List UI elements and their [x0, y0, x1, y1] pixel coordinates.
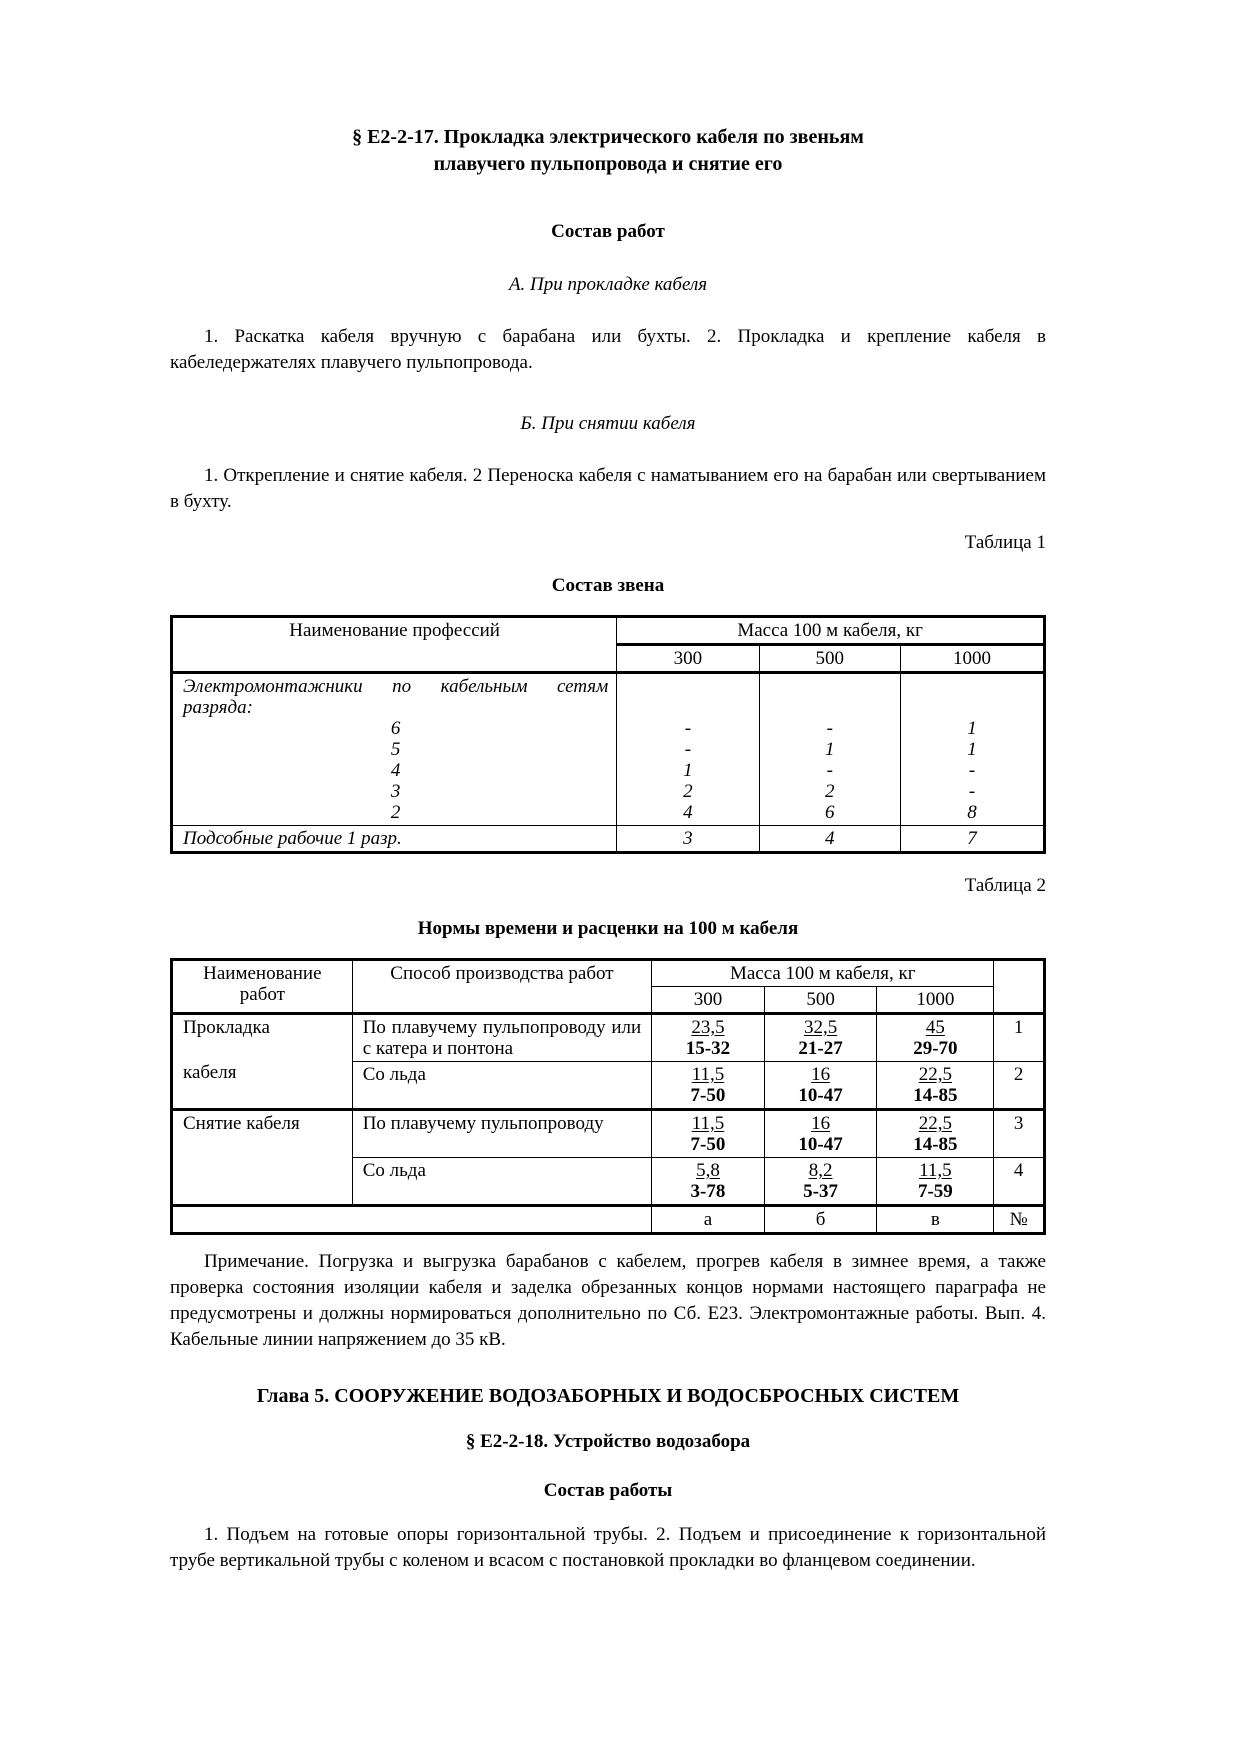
footer-letter-cell: б	[764, 1206, 877, 1234]
t2-method-header: Способ производства работ	[352, 960, 651, 1014]
helpers-label-cell: Подсобные рабочие 1 разр.	[172, 826, 617, 853]
t2-footer-row	[172, 1206, 1045, 1234]
section-a-text: 1. Раскатка кабеля вручную с барабана или бухты. 2. Прокладка и крепление кабеля в кабеледержателях плавучего пульпопровода.	[170, 326, 1046, 373]
t1-mass-header: Масса 100 м кабеля, кг	[617, 617, 1045, 645]
norm-value: 16	[811, 1064, 831, 1085]
rate-value: 14-85	[913, 1085, 958, 1106]
t1-electricians-row	[172, 673, 1045, 826]
norm-value: 11,5	[691, 1113, 725, 1134]
table-row	[172, 1014, 1045, 1062]
norm-value: 23,5	[691, 1017, 725, 1038]
section-b-text: 1. Открепление и снятие кабеля. 2 Переноска кабеля с наматыванием его на барабан или свертыванием в бухту.	[170, 465, 1046, 512]
rate-value: 21-27	[798, 1038, 843, 1059]
work-group-line: Прокладка	[183, 1017, 270, 1038]
grade-value: 4	[683, 802, 693, 823]
value-cell-500	[764, 1110, 877, 1158]
grade-value: -	[826, 760, 833, 781]
grade-value: 1	[967, 739, 977, 760]
value-cell-500	[764, 1014, 877, 1062]
spacer	[768, 676, 892, 718]
t1-col-1000-header: 1000	[900, 645, 1044, 673]
helper-value-300: 3	[617, 826, 759, 853]
norm-value: 45	[925, 1017, 945, 1038]
t1-helpers-row	[172, 826, 1045, 853]
row-number-cell: 1	[994, 1014, 1045, 1062]
note-paragraph: Примечание. Погрузка и выгрузка барабанов с кабелем, прогрев кабеля в зимнее время, а также проверка состояния изоляции кабеля и заделка обрезанных концов нормами настоящего параграфа не предусмотрены и должны нормироваться дополнительно по Сб. Е23. Электромонтажные работы. Вып. 4. Кабельные линии напряжением до 35 кВ.	[170, 1251, 1046, 1350]
t2-works-header: Наименование работ	[172, 960, 353, 1014]
paragraph-e2-2-18-heading: § Е2-2-18. Устройство водозабора	[465, 1431, 751, 1452]
t1-values-500	[759, 673, 900, 826]
grade-value: -	[684, 739, 692, 760]
footer-letter-cell: в	[877, 1206, 994, 1234]
footer-number-cell: №	[994, 1206, 1045, 1234]
t2-number-header	[994, 960, 1045, 1014]
grade-value: -	[968, 781, 976, 802]
t2-col-1000-header: 1000	[877, 987, 994, 1014]
row-number-cell: 4	[994, 1158, 1045, 1206]
section-a-heading: А. При прокладке кабеля	[508, 274, 708, 295]
t1-electricians-cell	[172, 673, 617, 826]
norm-value: 16	[811, 1113, 831, 1134]
value-cell-300	[652, 1062, 765, 1110]
helper-value-1000: 7	[900, 826, 1044, 853]
value-cell-1000	[877, 1110, 994, 1158]
rate-value: 10-47	[798, 1134, 843, 1155]
norm-value: 11,5	[691, 1064, 725, 1085]
rate-value: 7-50	[690, 1134, 726, 1155]
works-composition-heading: Состав работ	[551, 221, 665, 242]
value-cell-300	[652, 1110, 765, 1158]
method-cell: По плавучему пульпопроводу	[352, 1110, 651, 1158]
value-cell-500	[764, 1062, 877, 1110]
t1-professions-header: Наименование профессий	[172, 617, 617, 673]
grade-value: -	[684, 718, 692, 739]
work-group-removal	[172, 1110, 353, 1206]
table-row	[172, 1110, 1045, 1158]
rate-value: 3-78	[690, 1181, 726, 1202]
rate-value: 7-59	[917, 1181, 953, 1202]
table1-label: Таблица 1	[964, 532, 1046, 553]
spacer	[909, 676, 1035, 718]
grade-line: 4	[390, 760, 401, 781]
t1-values-1000	[900, 673, 1044, 826]
works-composition-heading-2: Состав работы	[543, 1480, 673, 1501]
grade-value: 6	[824, 802, 835, 823]
footer-letter-cell: а	[652, 1206, 765, 1234]
grade-value: 1	[824, 739, 835, 760]
crew-composition-table	[170, 615, 1046, 854]
work-group-line: кабеля	[183, 1062, 237, 1083]
value-cell-500	[764, 1158, 877, 1206]
work-group-line: Снятие кабеля	[183, 1113, 300, 1134]
page-title	[170, 124, 1046, 178]
value-cell-300	[652, 1158, 765, 1206]
grade-line: 6	[390, 718, 401, 739]
row-number-cell: 2	[994, 1062, 1045, 1110]
footer-empty-cell	[172, 1206, 652, 1234]
t1-values-300	[617, 673, 759, 826]
rate-value: 10-47	[798, 1085, 843, 1106]
rate-value: 15-32	[685, 1038, 731, 1059]
table2-title: Нормы времени и расценки на 100 м кабеля	[417, 918, 799, 939]
page-title-line1: § Е2-2-17. Прокладка электрического кабеля по звеньям	[352, 126, 864, 148]
norm-value: 11,5	[919, 1160, 952, 1181]
grade-value: 8	[967, 802, 977, 823]
t2-col-300-header: 300	[652, 987, 765, 1014]
t1-col-500-header: 500	[759, 645, 900, 673]
norm-value: 22,5	[918, 1064, 952, 1085]
value-cell-1000	[877, 1062, 994, 1110]
grade-value: 2	[683, 781, 693, 802]
rate-value: 7-50	[690, 1085, 726, 1106]
section-b-heading: Б. При снятии кабеля	[520, 413, 696, 434]
rate-value: 29-70	[913, 1038, 958, 1059]
norm-value: 8,2	[808, 1160, 833, 1181]
grade-line: 5	[390, 739, 401, 760]
work-group-laying	[172, 1014, 353, 1110]
spacer	[625, 676, 750, 718]
rate-value: 5-37	[803, 1181, 838, 1202]
page-title-line2: плавучего пульпопровода и снятие его	[433, 153, 783, 175]
table2-label: Таблица 2	[964, 875, 1046, 896]
electricians-group-label: Электромонтажники по кабельным сетям разряда:	[183, 676, 609, 718]
grade-value: 2	[824, 781, 835, 802]
value-cell-1000	[877, 1158, 994, 1206]
grade-value: -	[826, 718, 833, 739]
norm-value: 32,5	[803, 1017, 838, 1038]
method-cell: Со льда	[352, 1062, 651, 1110]
grade-value: -	[968, 760, 976, 781]
method-cell: Со льда	[352, 1158, 651, 1206]
t2-mass-header: Масса 100 м кабеля, кг	[652, 960, 994, 987]
grade-line: 3	[390, 781, 401, 802]
value-cell-1000	[877, 1014, 994, 1062]
norm-value: 5,8	[696, 1160, 720, 1181]
table1-title: Состав звена	[551, 575, 665, 596]
value-cell-300	[652, 1014, 765, 1062]
helper-value-500: 4	[759, 826, 900, 853]
norms-rates-table	[170, 958, 1046, 1235]
row-number-cell: 3	[994, 1110, 1045, 1158]
grade-line: 2	[390, 802, 401, 823]
grade-value: 1	[683, 760, 693, 781]
t1-col-300-header: 300	[617, 645, 759, 673]
work-composition-text-2: 1. Подъем на готовые опоры горизонтальной трубы. 2. Подъем и присоединение к горизонтальной трубе вертикальной трубы с коленом и всасом с постановкой прокладки во фланцевом соединении.	[170, 1524, 1046, 1571]
t2-col-500-header: 500	[764, 987, 877, 1014]
chapter-5-heading: Глава 5. СООРУЖЕНИЕ ВОДОЗАБОРНЫХ И ВОДОСБРОСНЫХ СИСТЕМ	[256, 1385, 960, 1407]
norm-value: 22,5	[918, 1113, 952, 1134]
grade-value: 1	[967, 718, 977, 739]
method-cell: По плавучему пульпопроводу или с катера и понтона	[352, 1014, 651, 1062]
rate-value: 14-85	[913, 1134, 958, 1155]
